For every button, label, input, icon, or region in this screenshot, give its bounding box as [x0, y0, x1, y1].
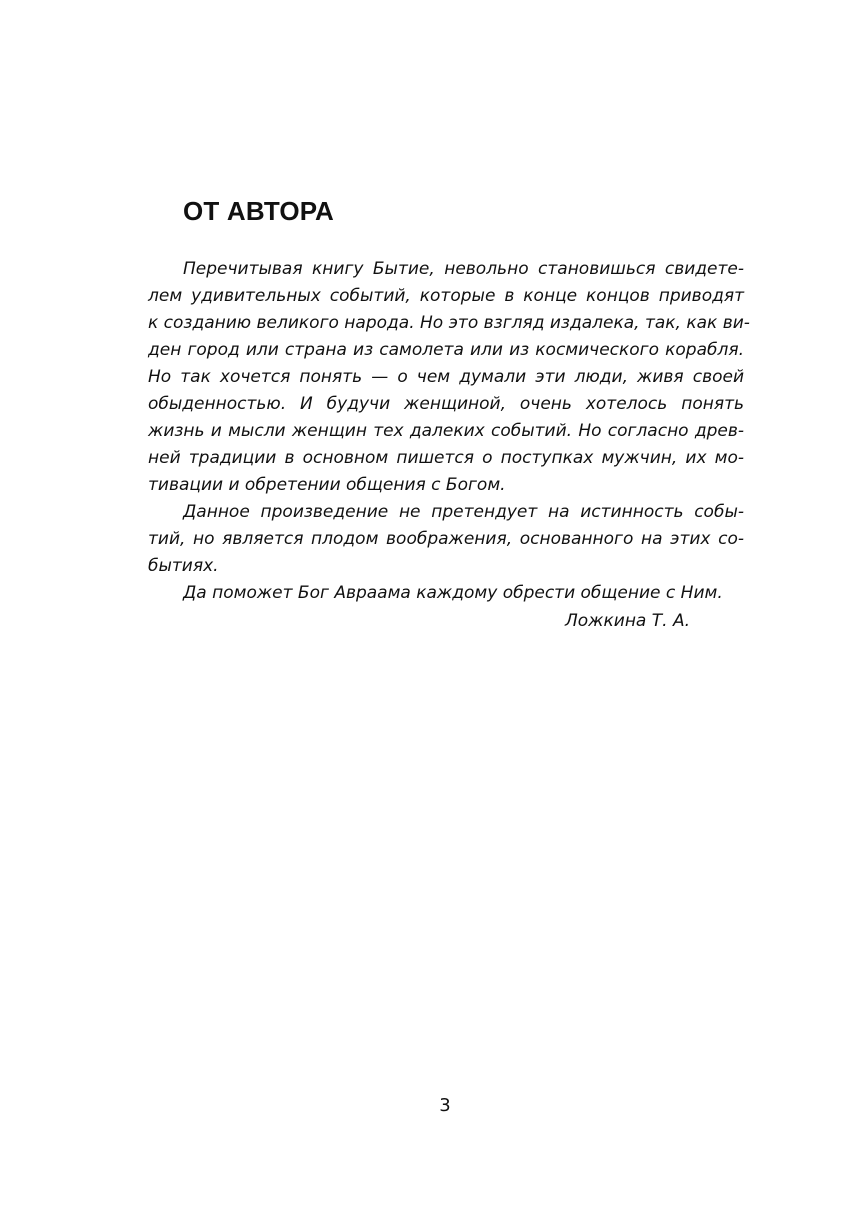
- text-line: жизнь и мысли женщин тех далеких событий. Но согласно древ-: [148, 421, 744, 441]
- paragraph-3: [148, 580, 744, 607]
- body-text: [148, 256, 750, 607]
- text-line: бытиях.: [148, 556, 219, 576]
- text-line: тий, но является плодом воображения, основанного на этих со-: [148, 529, 744, 549]
- text-line: Данное произведение не претендует на истинность собы-: [183, 502, 744, 522]
- text-line: тивации и обретении общения с Богом.: [148, 475, 506, 495]
- text-line: ней традиции в основном пишется о поступках мужчин, их мо-: [148, 448, 744, 468]
- text-line: Да поможет Бог Авраама каждому обрести общение с Ним.: [183, 583, 723, 603]
- paragraph-2: [148, 499, 744, 580]
- author-signature: Ложкина Т. А.: [565, 611, 690, 631]
- text-line: Но так хочется понять — о чем думали эти люди, живя своей: [148, 367, 744, 387]
- text-line: ден город или страна из самолета или из космического корабля.: [148, 340, 744, 360]
- text-line: обыденностью. И будучи женщиной, очень хотелось понять: [148, 394, 744, 414]
- paragraph-1: [148, 256, 750, 499]
- text-line: лем удивительных событий, которые в конце концов приводят: [148, 286, 744, 306]
- text-line: Перечитывая книгу Бытие, невольно становишься свидете-: [183, 259, 744, 279]
- text-line: к созданию великого народа. Но это взгляд издалека, так, как ви-: [148, 313, 750, 333]
- section-heading: ОТ АВТОРА: [183, 196, 334, 226]
- page-number: 3: [439, 1095, 451, 1116]
